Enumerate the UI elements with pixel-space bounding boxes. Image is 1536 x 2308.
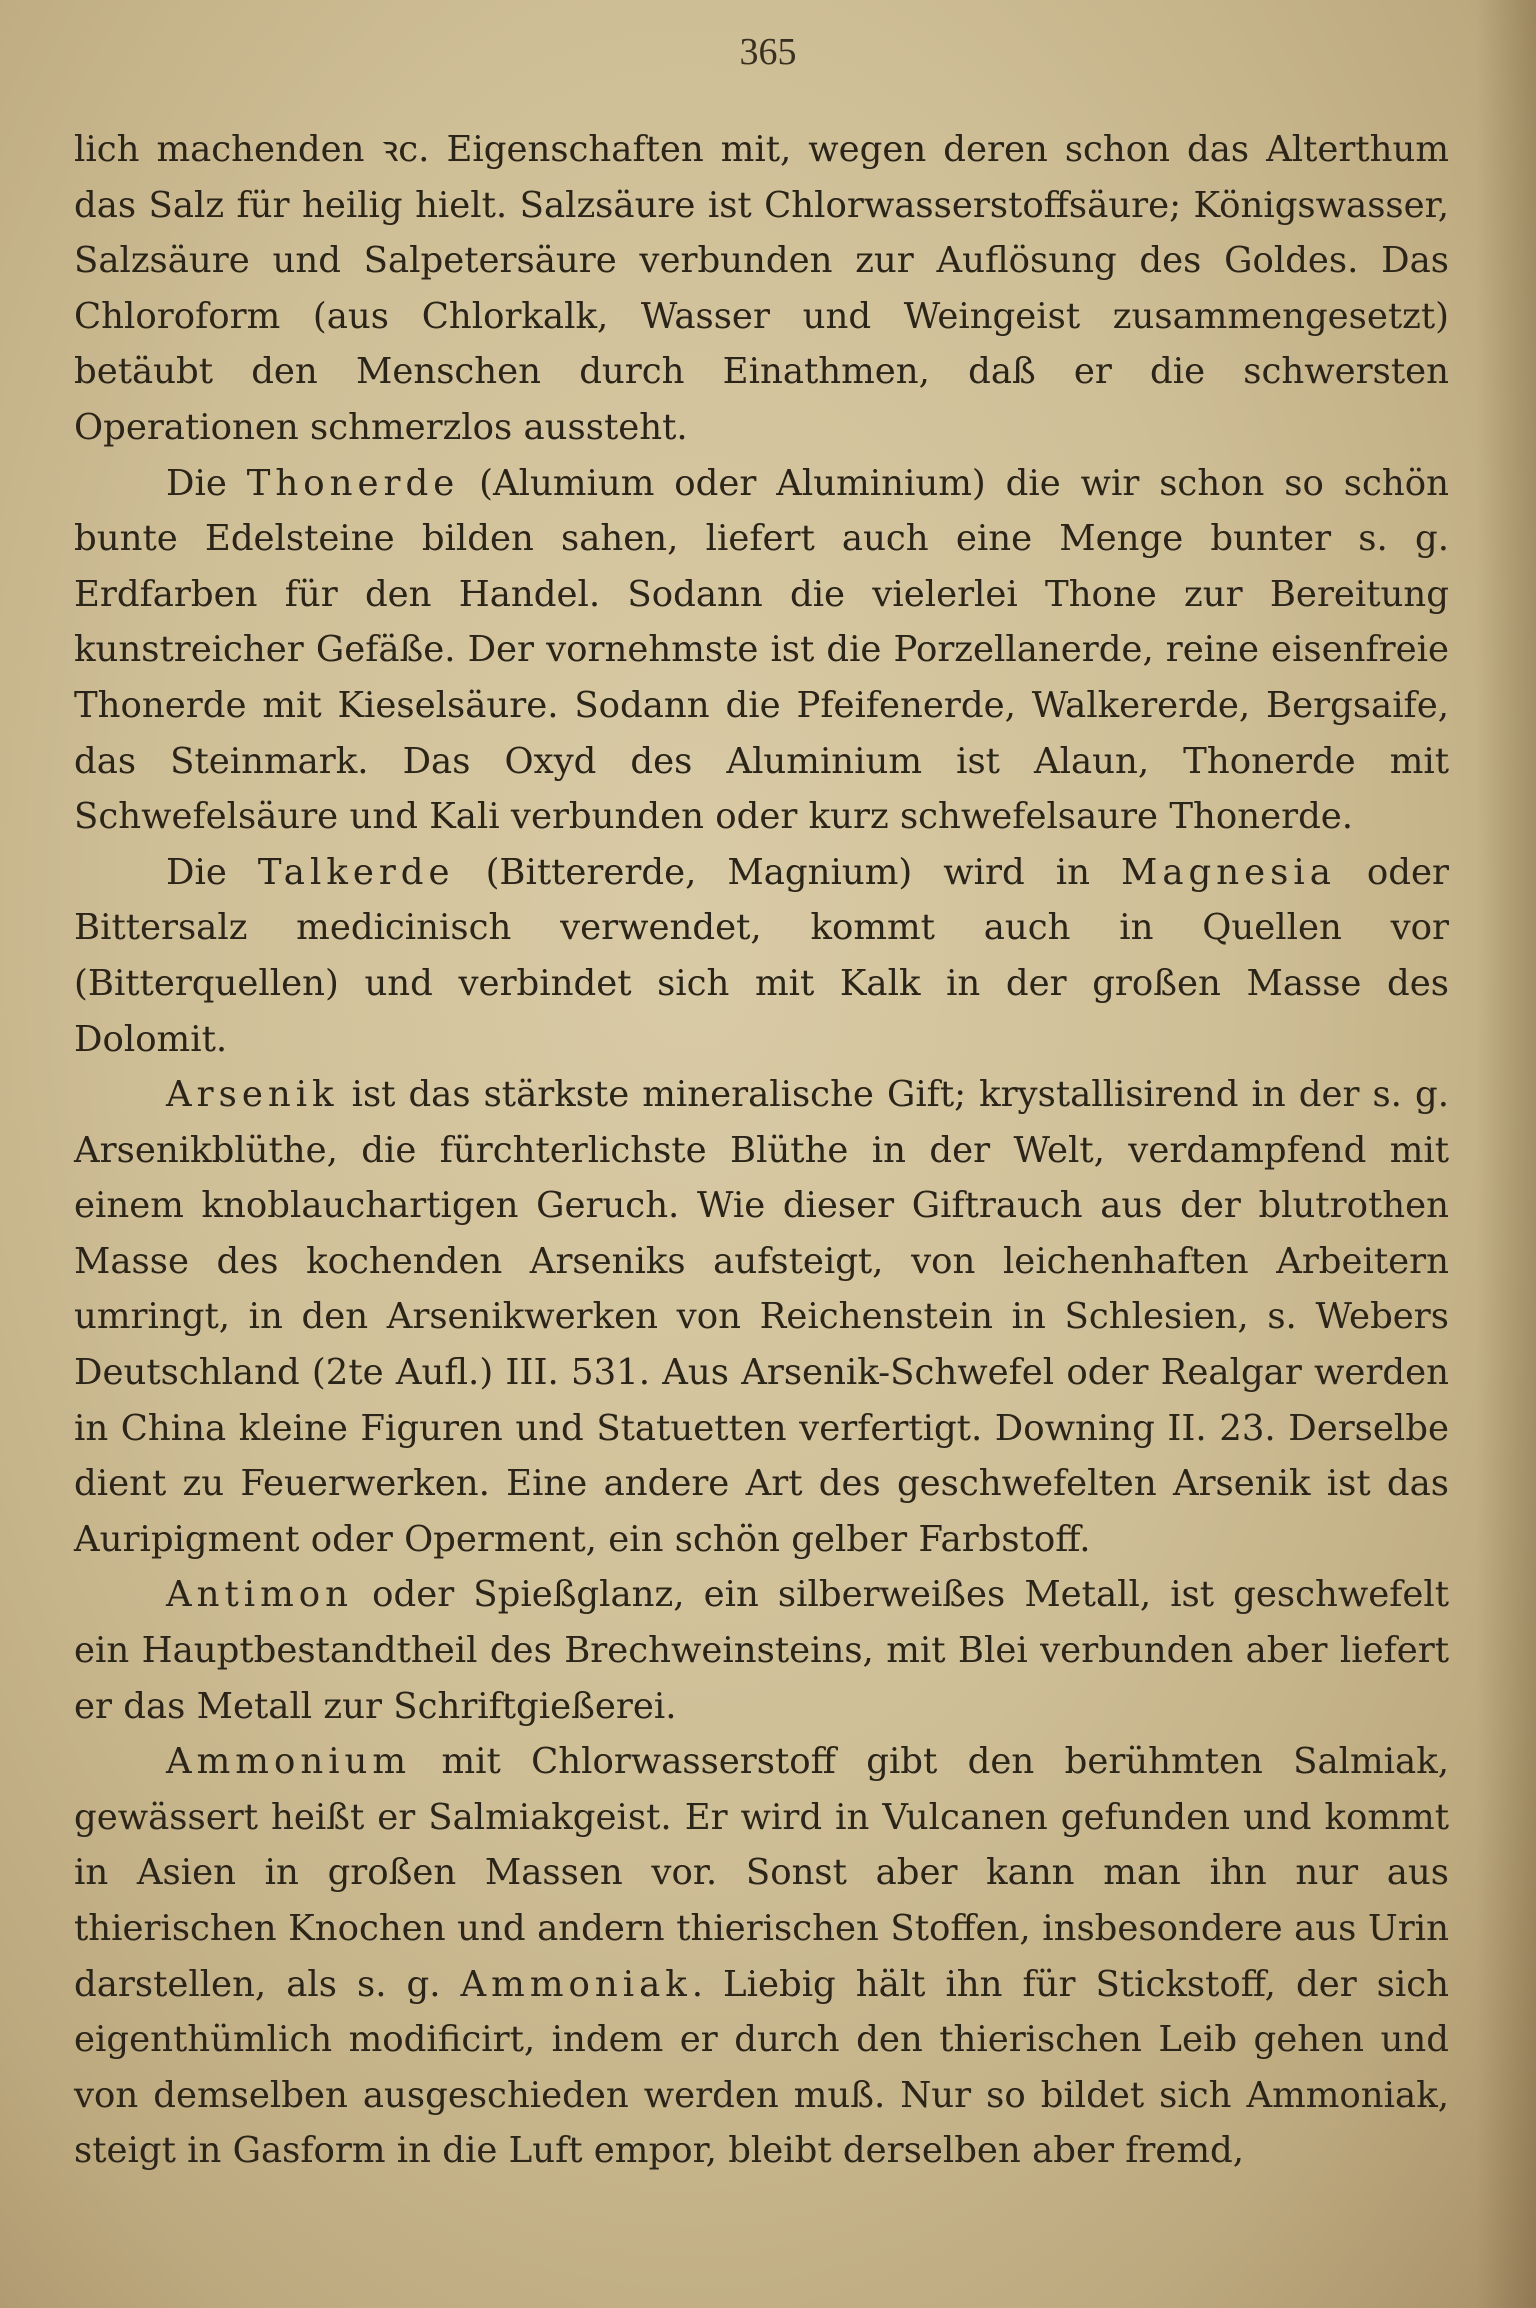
paragraph-text: oder Bittersalz medicinisch verwendet, kommt auch in Quellen vor (Bitterquellen) und verbindet sich mit Kalk in der großen Masse des Dolomit.: [74, 851, 1449, 1060]
paragraph-text: ist das stärkste mineralische Gift; krystallisirend in der s. g. Arsenikblüthe, die fürchterlichste Blüthe in der Welt, verdampfend mit einem knoblauchartigen Geruch. Wie dieser Giftrauch aus der blutrothen Masse des kochenden Arseniks aufsteigt, von leichenhaften Arbeitern umringt, in den Arsenikwerken von Reichenstein in Schlesien, s. Webers Deutschland (2te Aufl.) III. 531. Aus Arsenik-Schwefel oder Realgar werden in China kleine Figuren und Statuetten verfertigt. Downing II. 23. Derselbe dient zu Feuerwerken. Eine andere Art des geschwefelten Arsenik ist das Auripigment oder Operment, ein schön gelber Farbstoff.: [74, 1074, 1449, 1560]
paragraph-chlorine: [74, 122, 1449, 456]
paragraph-talkerde: [74, 845, 1449, 1067]
paragraph-text: Die: [166, 462, 247, 504]
paragraph-text: lich machenden ꝛc. Eigenschaften mit, wegen deren schon das Alterthum das Salz für heilig hielt. Salzsäure ist Chlorwasserstoffsäure; Königswasser, Salzsäure und Salpetersäure verbunden zur Auflösung des Goldes. Das Chloroform (aus Chlorkalk, Wasser und Weingeist zusammengesetzt) betäubt den Menschen durch Einathmen, daß er die schwersten Operationen schmerzlos aussteht.: [74, 129, 1449, 448]
spaced-term-magnesia: Magnesia: [1121, 851, 1336, 893]
spaced-term-ammonium: Ammonium: [166, 1741, 412, 1783]
page-edge-shadow: [1476, 0, 1536, 2308]
paragraph-text: (Bittererde, Magnium) wird in: [454, 851, 1122, 893]
paragraph-text: oder Spießglanz, ein silberweißes Metall, ist geschwefelt ein Hauptbestandtheil des Brechweinsteins, mit Blei verbunden aber liefert er das Metall zur Schriftgießerei.: [74, 1574, 1449, 1727]
paragraph-text: . Liebig hält ihn für Stickstoff, der sich eigenthümlich modificirt, indem er durch den thierischen Leib gehen und von demselben ausgeschieden werden muß. Nur so bildet sich Ammoniak, steigt in Gasform in die Luft empor, bleibt derselben aber fremd,: [74, 1963, 1449, 2172]
paragraph-text: (Alumium oder Aluminium) die wir schon so schön bunte Edelsteine bilden sahen, liefert auch eine Menge bunter s. g. Erdfarben für den Handel. Sodann die vielerlei Thone zur Bereitung kunstreicher Gefäße. Der vornehmste ist die Porzellanerde, reine eisenfreie Thonerde mit Kieselsäure. Sodann die Pfeifenerde, Walkererde, Bergsaife, das Steinmark. Das Oxyd des Aluminium ist Alaun, Thonerde mit Schwefelsäure und Kali verbunden oder kurz schwefelsaure Thonerde.: [74, 462, 1450, 838]
paragraph-arsenik: [74, 1067, 1449, 1567]
paragraph-ammonium: [74, 1734, 1449, 2179]
spaced-term-antimon: Antimon: [166, 1574, 354, 1616]
paragraph-thonerde: [74, 456, 1449, 845]
paragraph-text: Die: [166, 851, 258, 893]
spaced-term-thonerde: Thonerde: [246, 462, 460, 504]
spaced-term-talkerde: Talkerde: [257, 851, 455, 893]
spaced-term-ammoniak: Ammoniak: [460, 1963, 692, 2005]
paragraph-antimon: [74, 1567, 1449, 1734]
paragraph-text: mit Chlorwasserstoff gibt den berühmten Salmiak, gewässert heißt er Salmiakgeist. Er wird in Vulcanen gefunden und kommt in Asien in großen Massen vor. Sonst aber kann man ihn nur aus thierischen Knochen und andern thierischen Stoffen, insbesondere aus Urin darstellen, als s. g.: [74, 1741, 1449, 2005]
page-number: 365: [739, 31, 797, 73]
spaced-term-arsenik: Arsenik: [166, 1074, 339, 1116]
body-text: [74, 122, 1449, 2179]
